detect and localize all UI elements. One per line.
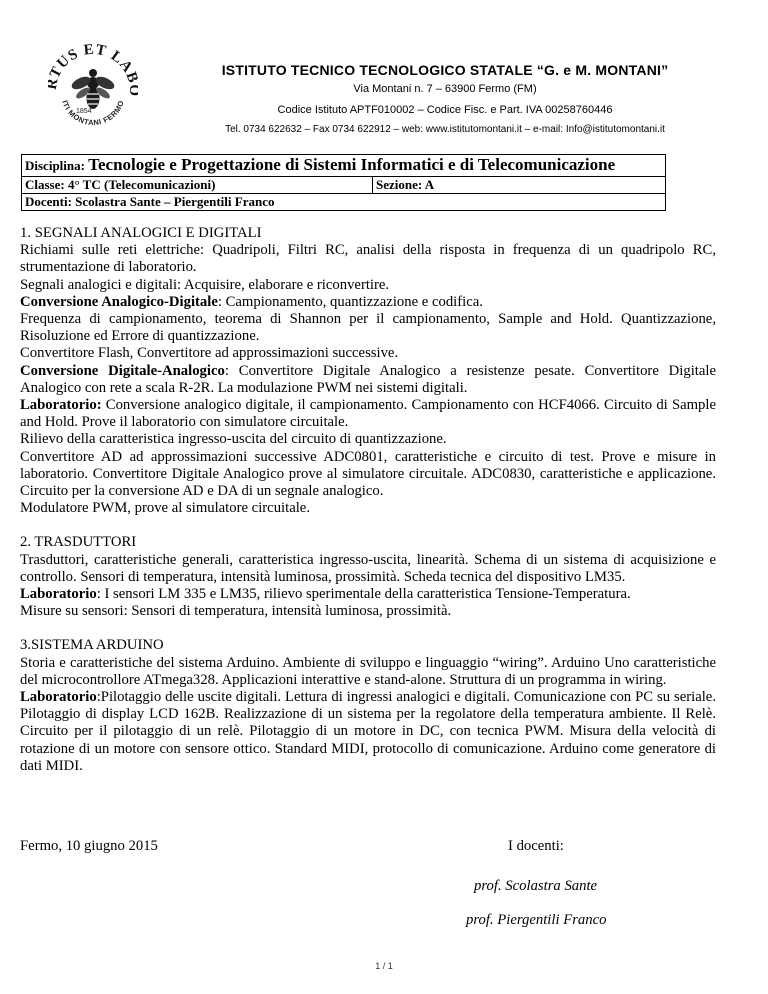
- disciplina-cell: [22, 155, 666, 177]
- section-1-p7-bold: Laboratorio:: [20, 397, 102, 414]
- page-number: 1 / 1: [375, 961, 393, 971]
- section-1-p4: Frequenza di campionamento, teorema di Shannon per il campionamento, Sample and Hold. Quantizzazione, Risoluzione ed Errore di quantizzazione.: [20, 311, 716, 345]
- disciplina-label: Disciplina:: [25, 158, 85, 173]
- sezione-cell: Sezione: A: [373, 177, 666, 194]
- course-info-table: [21, 154, 666, 211]
- docenti-cell: Docenti: Scolastra Sante – Piergentili Franco: [22, 194, 666, 211]
- signature-scolastra: prof. Scolastra Sante: [474, 878, 598, 894]
- school-address: Via Montani n. 7 – 63900 Fermo (FM): [353, 83, 537, 95]
- signature-piergentili: prof. Piergentili Franco: [466, 912, 607, 928]
- section-1-p7: [20, 397, 716, 431]
- section-1-p6-text: : Convertitore Digitale Analogico a resistenze pesate. Convertitore Digitale Analogico con rete a scala R-2R. La modulazione PWM nei sistemi digitali.: [20, 362, 716, 396]
- section-3-p1: Storia e caratteristiche del sistema Arduino. Ambiente di sviluppo e linguaggio “wiring”. Arduino Uno caratteristiche del microcontrollore ATmega328. Applicazioni interattive e stand-alone. Struttura di un programma in wiring.: [20, 654, 716, 688]
- section-1-p1: Richiami sulle reti elettriche: Quadripoli, Filtri RC, analisi della risposta in frequenza di un quadripolo RC, strumentazione di laboratorio.: [20, 242, 716, 276]
- section-3-title: 3.SISTEMA ARDUINO: [20, 637, 164, 654]
- section-1-p7-text: Conversione analogico digitale, il campionamento. Campionamento con HCF4066. Circuito di Sample and Hold. Prove il laboratorio con simulatore circuitale.: [20, 397, 716, 431]
- section-1-p8: Rilievo della caratteristica ingresso-uscita del circuito di quantizzazione.: [20, 431, 447, 448]
- section-1-p10: Modulatore PWM, prove al simulatore circuitale.: [20, 500, 310, 517]
- section-2-p1: Trasduttori, caratteristiche generali, caratteristica ingresso-uscita, linearità. Schema di un sistema di acquisizione e controllo. Sensori di temperatura, intensità luminosa, prossimità. Scheda tecnica del dispositivo LM35.: [20, 551, 716, 585]
- section-2-p3: Misure su sensori: Sensori di temperatura, intensità luminosa, prossimità.: [20, 603, 452, 620]
- section-1-p6: [20, 363, 716, 397]
- section-3-p2-bold: Laboratorio: [20, 689, 97, 706]
- section-1-p5: Convertitore Flash, Convertitore ad approssimazioni successive.: [20, 345, 399, 362]
- section-1-p3: [20, 294, 716, 311]
- school-codes: Codice Istituto APTF010002 – Codice Fisc. e Part. IVA 00258760446: [277, 104, 613, 116]
- section-2-p2: [20, 586, 716, 603]
- bee-emblem-icon: [48, 43, 138, 133]
- school-logo: [48, 43, 138, 133]
- section-1-p6-bold: Conversione Digitale-Analogico: [20, 362, 225, 379]
- document-date: Fermo, 10 giugno 2015: [20, 838, 158, 854]
- classe-cell: Classe: 4° TC (Telecomunicazioni): [22, 177, 373, 194]
- logo-year: 1854: [76, 108, 92, 115]
- program-content: [20, 225, 716, 775]
- section-2-p2-bold: Laboratorio: [20, 586, 97, 603]
- section-1-p3-bold: Conversione Analogico-Digitale: [20, 293, 218, 310]
- section-1-title: 1. SEGNALI ANALOGICI E DIGITALI: [20, 225, 262, 241]
- section-1-p9: Convertitore AD ad approssimazioni successive ADC0801, caratteristiche e circuito di test. Prove e misure in laboratorio. Convertitore Digitale Analogico prove al simulatore circuitale. ADC0830, caratteristiche e applicazione. Circuito per la conversione AD e DA di un segnale analogico.: [20, 448, 716, 500]
- section-1-p2: Segnali analogici e digitali: Acquisire, elaborare e riconvertire.: [20, 276, 390, 293]
- school-name: ISTITUTO TECNICO TECNOLOGICO STATALE “G. e M. MONTANI”: [221, 62, 669, 78]
- school-contacts: Tel. 0734 622632 – Fax 0734 622912 – web: www.istitutomontani.it – e-mail: Info@istitutomontani.it: [225, 124, 665, 135]
- disciplina-value: Tecnologie e Progettazione di Sistemi Informatici e di Telecomunicazione: [88, 155, 616, 174]
- section-3-p2-text: :Pilotaggio delle uscite digitali. Lettura di ingressi analogici e digitali. Comunicazione con PC su seriale. Pilotaggio di display LCD 162B. Realizzazione di un sistema per la regolatore della temperatura ambiente. Il Relè. Circuito per il pilotaggio di un relè. Pilotaggio di un motore in DC, con tecnica PWM. Misura della velocità di rotazione di un motore con sensore ottico. Standard MIDI, protocollo di comunicazione. Arduino come generatore di dati MIDI.: [20, 689, 716, 774]
- logo-motto: TUS ET LA: [48, 43, 136, 81]
- section-3-p2: [20, 689, 716, 775]
- logo-name: ITI MONTANI FERMO: [60, 98, 126, 128]
- section-1-p3-text: : Campionamento, quantizzazione e codifica.: [217, 293, 483, 310]
- section-2-p2-text: : I sensori LM 335 e LM35, rilievo sperimentale della caratteristica Tensione-Temperatura.: [96, 586, 631, 603]
- docenti-label: I docenti:: [508, 838, 564, 854]
- section-2-title: 2. TRASDUTTORI: [20, 534, 137, 551]
